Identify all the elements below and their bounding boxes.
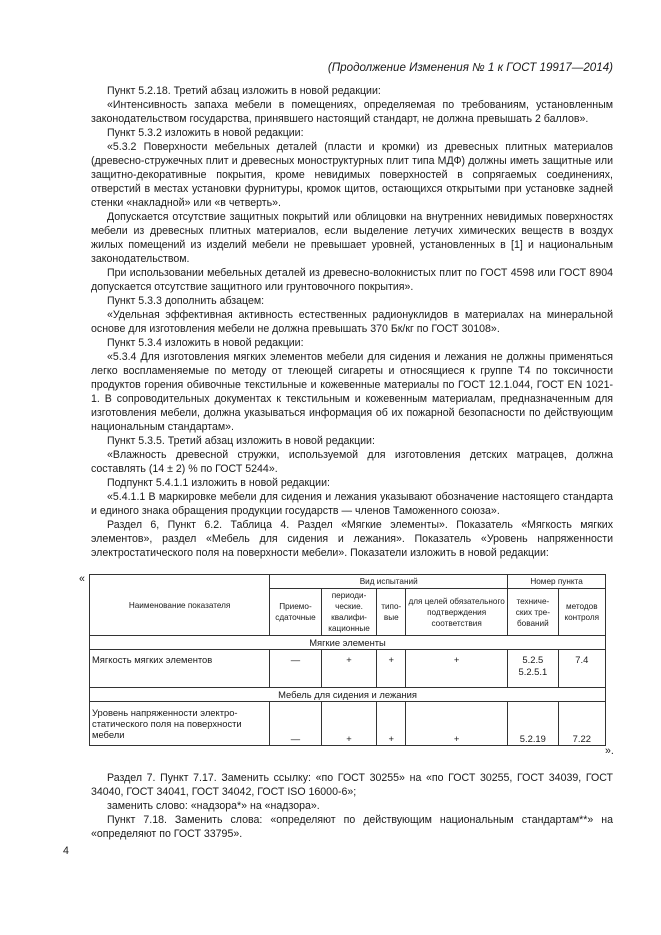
header-conformity: для целей обязательного подтверждения соответствия: [406, 589, 508, 636]
header-type: типо-вые: [377, 589, 406, 636]
amendment-footer: [91, 771, 613, 841]
indicator-name: Мягкость мягких элементов: [90, 650, 270, 688]
paragraph: «Влажность древесной стружки, используемой для изготовления детских матрацев, должна составлять (14 ± 2) % по ГОСТ 5244».: [91, 449, 613, 475]
cell-conformity: +: [406, 702, 508, 746]
paragraph: При использовании мебельных деталей из древесно-волокнистых плит по ГОСТ 4598 или ГОСТ 8904 допускается отсутствие защитного или грунтовочного покрытия».: [91, 267, 613, 293]
header-clause-number: Номер пункта: [508, 575, 606, 589]
cell-conformity: +: [406, 650, 508, 688]
paragraph: «5.4.1.1 В маркировке мебели для сидения и лежания указывают обозначение настоящего стандарта и единого знака обращения продукции государств — членов Таможенного союза».: [91, 491, 613, 517]
cell-acceptance: —: [270, 650, 321, 688]
section-title: Мягкие элементы: [90, 636, 606, 650]
paragraph: «Интенсивность запаха мебели в помещениях, определяемая по требованиям, установленным законодательством государства, принявшего настоящий стандарт, не должна превышать 2 баллов».: [91, 99, 613, 125]
cell-periodic: +: [321, 702, 377, 746]
cell-type: +: [377, 650, 406, 688]
cell-acceptance: —: [270, 702, 321, 746]
page-number: 4: [63, 845, 69, 857]
paragraph: «5.3.2 Поверхности мебельных деталей (пласти и кромки) из древесных плитных материалов (древесно-стружечных плит и древесных моноструктурных плит типа МДФ) должны иметь защитные или защитно-декоративные покрытия, кроме невидимых поверхностей в сопрягаемых соединениях, отверстий в местах установки фурнитуры, кромок щитов, остающихся открытыми при установке задней стенки «накладной» или «в четверть».: [91, 141, 613, 209]
paragraph: Пункт 5.3.3 дополнить абзацем:: [107, 295, 265, 307]
cell-periodic: +: [321, 650, 377, 688]
cell-methods: 7.4: [558, 650, 605, 688]
cell-type: +: [377, 702, 406, 746]
paragraph: заменить слово: «надзора*» на «надзора».: [107, 800, 320, 812]
header-tech-req: техниче-ских тре-бований: [508, 589, 558, 636]
paragraph: Пункт 5.3.4 изложить в новой редакции:: [107, 337, 304, 349]
paragraph: Пункт 7.18. Заменить слова: «определяют по действующим национальным стандартам**» на «определяют по ГОСТ 33795».: [91, 814, 613, 840]
paragraph: Пункт 5.2.18. Третий абзац изложить в новой редакции:: [107, 85, 381, 97]
paragraph: Пункт 5.3.5. Третий абзац изложить в новой редакции:: [107, 435, 375, 447]
paragraph: Подпункт 5.4.1.1 изложить в новой редакции:: [107, 477, 330, 489]
cell-tech-req: 5.2.19: [508, 702, 558, 746]
continuation-header: (Продолжение Изменения № 1 к ГОСТ 19917—2014): [327, 61, 613, 74]
header-periodic: периоди-ческие. квалифи-кационные: [321, 589, 377, 636]
paragraph: «5.3.4 Для изготовления мягких элементов мебели для сидения и лежания не должны применяться легко воспламеняемые по методу от тлеющей сигареты и относящиеся к группе Т4 по токсичности продуктов горения обивочные текстильные и кожевенные материалы по ГОСТ 12.1.044, ГОСТ EN 1021-1. В сопроводительных документах к текстильным и кожевенным материалам, предназначенным для изготовления мебели, должна указываться информация об их пожарной безопасности по действующим национальным стандартам».: [91, 351, 613, 433]
header-test-types: Вид испытаний: [270, 575, 508, 589]
paragraph: Раздел 7. Пункт 7.17. Заменить ссылку: «по ГОСТ 30255» на «по ГОСТ 30255, ГОСТ 34039, ГОСТ 34040, ГОСТ 34041, ГОСТ 34042, ГОСТ ISO 16000-6»;: [91, 772, 613, 798]
cell-methods: 7.22: [558, 702, 605, 746]
cell-tech-req: 5.2.5 5.2.5.1: [508, 650, 558, 688]
header-acceptance: Приемо-сдаточные: [270, 589, 321, 636]
table-row: [90, 650, 606, 688]
paragraph: Раздел 6, Пункт 6.2. Таблица 4. Раздел «Мягкие элементы». Показатель «Мягкость мягких элементов», раздел «Мебель для сидения и лежания». Показатель «Уровень напряженности электростатического поля на поверхности мебели». Показатели изложить в новой редакции:: [91, 519, 613, 559]
section-title: Мебель для сидения и лежания: [90, 688, 606, 702]
paragraph: Пункт 5.3.2 изложить в новой редакции:: [107, 127, 304, 139]
indicators-table: [89, 574, 606, 746]
amendment-body: [91, 84, 613, 560]
header-indicator-name: Наименование показателя: [90, 575, 270, 636]
header-methods: методов контроля: [558, 589, 605, 636]
table-row: [90, 702, 606, 746]
paragraph: Допускается отсутствие защитных покрытий или облицовки на внутренних невидимых поверхностях мебели из древесных плитных материалов, если выделение летучих химических веществ в воздух жилых помещений из изделий мебели не превышает уровней, установленных в [1] и национальным законодательством.: [91, 211, 613, 265]
indicator-name: Уровень напряженности электро-статического поля на поверхности мебели: [90, 702, 270, 746]
table-close-quote: ».: [605, 745, 614, 757]
table-open-quote: «: [79, 573, 85, 585]
paragraph: «Удельная эффективная активность естественных радионуклидов в материалах на минеральной основе для изготовления мебели не должна превышать 370 Бк/кг по ГОСТ 30108».: [91, 309, 613, 335]
